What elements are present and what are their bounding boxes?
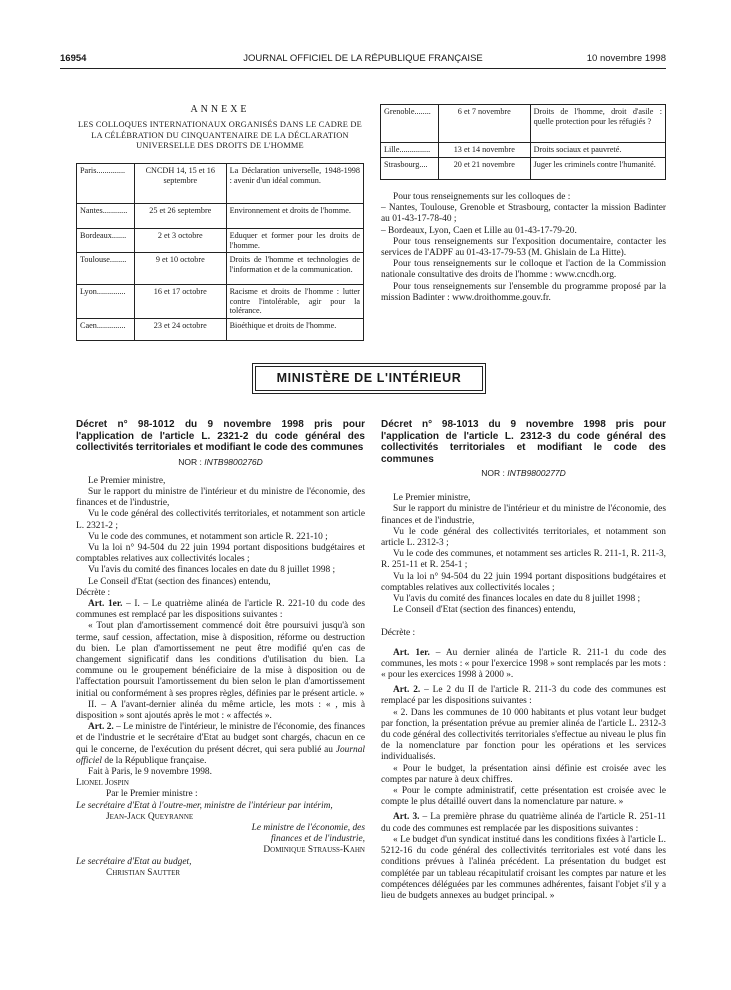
theme-cell: Juger les criminels contre l'humanité. bbox=[530, 157, 665, 179]
paragraph: Sur le rapport du ministre de l'intérieur et du ministre de l'économie, des finances et de l'industrie, bbox=[381, 504, 666, 526]
decret-98-1013 bbox=[381, 419, 666, 902]
paragraph: Vu la loi n° 94-504 du 22 juin 1994 portant dispositions budgétaires et comptables relatives aux collectivités locales ; bbox=[76, 542, 365, 565]
colloques-info bbox=[381, 192, 666, 304]
article-1-ii: II. – A l'avant-dernier alinéa du même article, les mots : « , mis à disposition » sont ajoutés après le mot : « affectés ». bbox=[76, 699, 365, 721]
city-cell: Lyon.............. bbox=[77, 285, 135, 319]
annexe-title: ANNEXE bbox=[190, 104, 250, 115]
article-3-quote: « Le budget d'un syndicat institué dans les conditions fixées à l'article L. 5212-16 du code général des collectivités territoriales est voté dans les conditions prévues à l'alinéa précédent. La présentation du budget est complétée par un tableau récapitulatif croisant les comptes par nature et les compétences déléguées par les communes adhérentes, faisant l'objet s'il y a lieu de budgets annexes au budget principal. » bbox=[381, 834, 666, 901]
table-row bbox=[77, 285, 364, 319]
theme-cell: Droits de l'homme et technologies de l'information et de la communication. bbox=[226, 253, 363, 285]
signatory-name: Jean-Jack Queyranne bbox=[106, 811, 194, 822]
info-line: Pour tous renseignements sur le colloque et l'action de la Commission nationale consultative des droits de l'homme : www.cncdh.org. bbox=[381, 259, 666, 281]
theme-cell: Bioéthique et droits de l'homme. bbox=[226, 318, 363, 340]
date-cell: 20 et 21 novembre bbox=[438, 157, 530, 179]
page-number: 16954 bbox=[60, 53, 87, 64]
decret-title: Décret n° 98-1013 du 9 novembre 1998 pris pour l'application de l'article L. 2312-3 du code général des collectivités territoriales et modifiant le code des communes bbox=[381, 419, 666, 465]
ministry-heading: MINISTÈRE DE L'INTÉRIEUR bbox=[255, 366, 483, 391]
issue-date: 10 novembre 1998 bbox=[586, 53, 666, 64]
table-row bbox=[77, 164, 364, 204]
article-2-quote: « Pour le budget, la présentation ainsi définie est croisée avec les comptes par nature à deux chiffres. bbox=[381, 763, 666, 785]
article-1: Art. 1er. – Au dernier alinéa de l'article R. 211-1 du code des communes, les mots : « pour l'exercice 1998 » sont remplacés par les mots : « pour les exercices 1998 à 2000 ». bbox=[381, 647, 667, 681]
colloques-table-right bbox=[380, 104, 666, 180]
signer-name: Lionel Jospin bbox=[76, 778, 129, 789]
theme-cell: Droits de l'homme, droit d'asile : quelle protection pour les réfugiés ? bbox=[530, 105, 665, 143]
decrete: Décrète : bbox=[381, 628, 416, 639]
journal-title: JOURNAL OFFICIEL DE LA RÉPUBLIQUE FRANÇAISE bbox=[243, 53, 483, 64]
article-1-quote: « Tout plan d'amortissement commencé doit être poursuivi jusqu'à son terme, sauf cession, affectation, mise à disposition, réforme ou destruction du bien. Le plan d'amortissement ne peut être modifié qu'en cas de changement significatif dans les conditions d'utilisation du bien. La commune ou le groupement bénéficiaire de la mise à disposition ou de l'affectation poursuit l'amortissement du bien selon le plan d'amortissement initial ou conformément à ses propres règles, définies par le présent article. » bbox=[76, 621, 365, 699]
city-cell: Grenoble........ bbox=[381, 105, 439, 143]
info-line: Pour tous renseignements sur les colloques de : bbox=[393, 192, 571, 202]
info-line: – Nantes, Toulouse, Grenoble et Strasbourg, contacter la mission Badinter au 01-43-17-78-40 ; bbox=[381, 203, 666, 225]
article-2: Art. 2. – Le ministre de l'intérieur, le ministre de l'économie, des finances et de l'industrie et le secrétaire d'Etat au budget sont chargés, chacun en ce qui le concerne, de l'exécution du présent décret, qui sera publié au Journal officiel de la République française. bbox=[76, 722, 365, 766]
article-1: Art. 1er. – I. – Le quatrième alinéa de l'article R. 221-10 du code des communes est remplacé par les dispositions suivantes : bbox=[76, 598, 365, 621]
city-cell: Toulouse........ bbox=[77, 253, 135, 285]
fait-a-paris: Fait à Paris, le 9 novembre 1998. bbox=[88, 766, 212, 777]
paragraph: Vu le code des communes, et notamment son article R. 221-10 ; bbox=[88, 531, 328, 542]
table-row bbox=[381, 143, 666, 158]
paragraph: Le Conseil d'Etat (section des finances) entendu, bbox=[393, 605, 576, 616]
signatory-role: Le secrétaire d'Etat à l'outre-mer, ministre de l'intérieur par intérim, bbox=[76, 800, 333, 811]
colloques-table-left bbox=[76, 163, 364, 341]
city-cell: Lille............... bbox=[381, 143, 439, 158]
theme-cell: Eduquer et former pour les droits de l'homme. bbox=[226, 229, 363, 253]
par-le-premier-ministre: Par le Premier ministre : bbox=[106, 789, 198, 800]
signatory-name: Christian Sautter bbox=[106, 867, 181, 878]
signatory-name: Dominique Strauss-Kahn bbox=[263, 845, 365, 856]
theme-cell: Environnement et droits de l'homme. bbox=[226, 204, 363, 229]
paragraph: Vu l'avis du comité des finances locales en date du 8 juillet 1998 ; bbox=[88, 565, 336, 576]
header-rule bbox=[60, 68, 666, 69]
article-2-quote: « 2. Dans les communes de 10 000 habitants et plus votant leur budget par fonction, la présentation prévue au premier alinéa de l'article L. 2312-3 du code général des collectivités territoriales s'effectue au niveau le plus fin de la nomenclature par fonction pour les opérations et les services individualisés. bbox=[381, 707, 666, 763]
table-row bbox=[77, 318, 364, 340]
paragraph: Le Premier ministre, bbox=[88, 475, 166, 486]
signatory-role: Le ministre de l'économie, des finances et de l'industrie, bbox=[251, 823, 365, 845]
table-row bbox=[77, 204, 364, 229]
theme-cell: Racisme et droits de l'homme : lutter contre l'intolérable, agir pour la tolérance. bbox=[226, 285, 363, 319]
page-header bbox=[60, 53, 666, 67]
decret-title: Décret n° 98-1012 du 9 novembre 1998 pris pour l'application de l'article L. 2321-2 du code général des collectivités territoriales et modifiant le code des communes bbox=[76, 419, 365, 453]
date-cell: 6 et 7 novembre bbox=[438, 105, 530, 143]
info-line: Pour tous renseignements sur l'ensemble du programme proposé par la mission Badinter : www.droithomme.gouv.fr. bbox=[381, 281, 666, 303]
paragraph: Le Premier ministre, bbox=[393, 493, 471, 504]
nor-reference: NOR : INTB9800276D bbox=[178, 456, 263, 467]
table-row bbox=[381, 105, 666, 143]
nor-reference: NOR : INTB9800277D bbox=[481, 468, 566, 478]
decret-98-1012 bbox=[76, 419, 365, 879]
city-cell: Paris.............. bbox=[77, 164, 135, 204]
info-line: Pour tous renseignements sur l'exposition documentaire, contacter les services de l'ADPF au 01-43-17-79-53 (M. Ghislain de La Hitte). bbox=[381, 236, 666, 259]
date-cell: 16 et 17 octobre bbox=[134, 285, 226, 319]
theme-cell: Droits sociaux et pauvreté. bbox=[530, 143, 665, 158]
date-cell: 13 et 14 novembre bbox=[438, 143, 530, 158]
city-cell: Strasbourg.... bbox=[381, 157, 439, 179]
signatory-role: Le secrétaire d'Etat au budget, bbox=[76, 856, 192, 867]
decrete: Décrète : bbox=[76, 587, 111, 598]
article-3: Art. 3. – La première phrase du quatrième alinéa de l'article R. 251-11 du code des communes est remplacée par les dispositions suivantes : bbox=[381, 812, 666, 834]
article-2: Art. 2. – Le 2 du II de l'article R. 211-3 du code des communes est remplacé par les dispositions suivantes : bbox=[381, 685, 666, 707]
table-row bbox=[381, 157, 666, 179]
paragraph: Vu le code général des collectivités territoriales, et notamment son article L. 2321-2 ; bbox=[76, 509, 365, 531]
city-cell: Bordeaux....... bbox=[77, 229, 135, 253]
date-cell: 23 et 24 octobre bbox=[134, 318, 226, 340]
table-row bbox=[77, 229, 364, 253]
article-2-quote: « Pour le compte administratif, cette présentation est croisée avec le compte le plus détaillé ouvert dans la nomenclature par nature. » bbox=[381, 786, 666, 808]
date-cell: 2 et 3 octobre bbox=[134, 229, 226, 253]
info-line: – Bordeaux, Lyon, Caen et Lille au 01-43-17-79-20. bbox=[381, 225, 577, 236]
paragraph: Le Conseil d'Etat (section des finances) entendu, bbox=[88, 576, 271, 587]
city-cell: Nantes............ bbox=[77, 204, 135, 229]
annexe-subtitle: LES COLLOQUES INTERNATIONAUX ORGANISÉS DANS LE CADRE DE LA CÉLÉBRATION DU CINQUANTENAIRE DE LA DÉCLARATION UNIVERSELLE DES DROITS DE L'HOMME bbox=[78, 120, 362, 150]
paragraph: Sur le rapport du ministre de l'intérieur et du ministre de l'économie, des finances et de l'industrie, bbox=[76, 486, 365, 509]
date-cell: CNCDH 14, 15 et 16 septembre bbox=[134, 164, 226, 204]
paragraph: Vu la loi n° 94-504 du 22 juin 1994 portant dispositions budgétaires et comptables relatives aux collectivités locales ; bbox=[381, 571, 666, 593]
date-cell: 9 et 10 octobre bbox=[134, 253, 226, 285]
theme-cell: La Déclaration universelle, 1948-1998 : avenir d'un idéal commun. bbox=[226, 164, 363, 204]
date-cell: 25 et 26 septembre bbox=[134, 204, 226, 229]
city-cell: Caen.............. bbox=[77, 318, 135, 340]
table-row bbox=[77, 253, 364, 285]
paragraph: Vu le code général des collectivités territoriales, et notamment son article L. 2312-3 ; bbox=[381, 526, 666, 549]
paragraph: Vu l'avis du comité des finances locales en date du 8 juillet 1998 ; bbox=[393, 594, 641, 605]
paragraph: Vu le code des communes, et notamment ses articles R. 211-1, R. 211-3, R. 251-11 et R. 254-1 ; bbox=[381, 549, 666, 571]
